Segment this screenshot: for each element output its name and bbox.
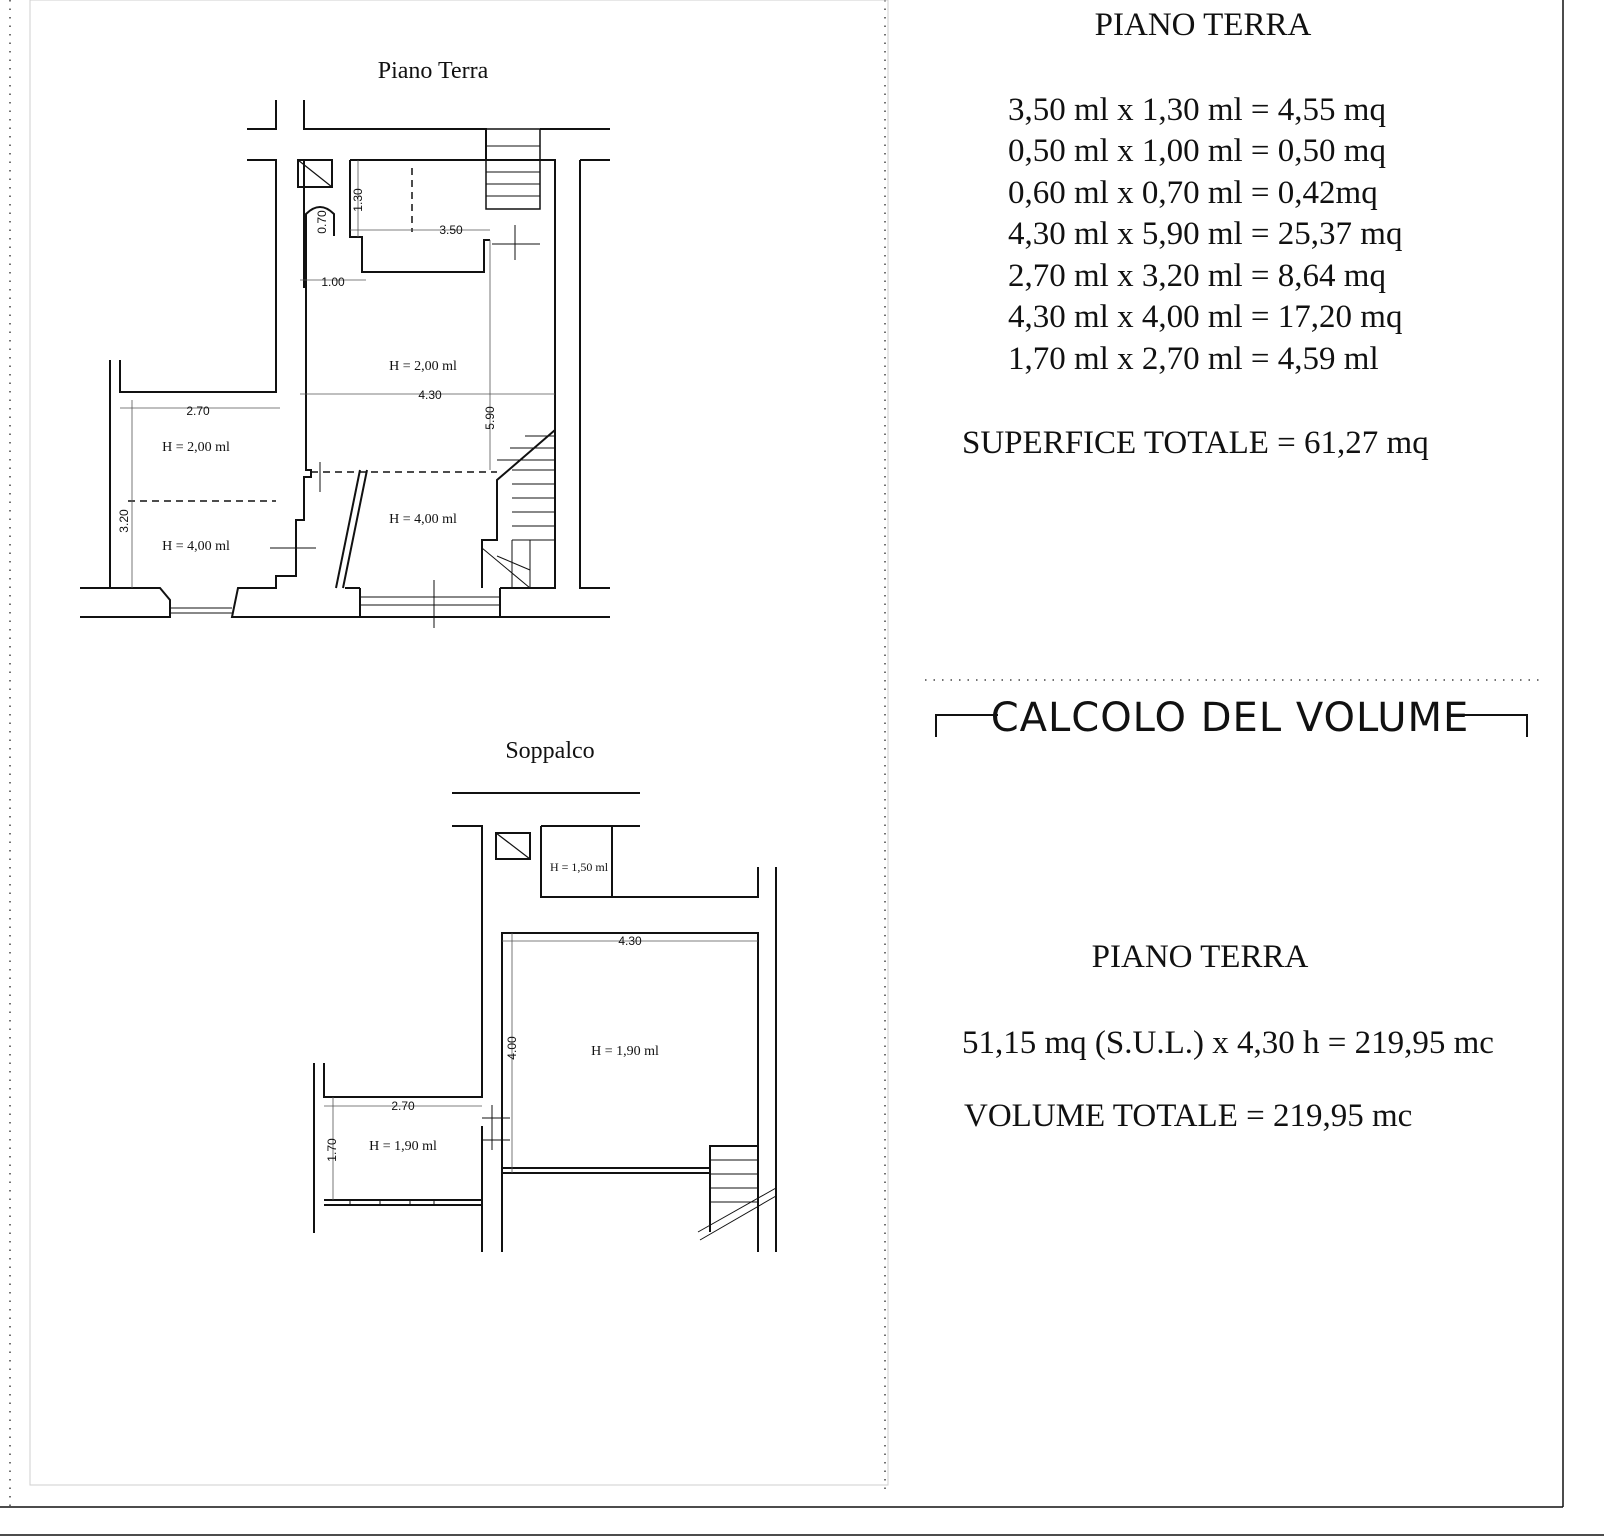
surface-row: 3,50 ml x 1,30 ml = 4,55 mq: [1008, 92, 1386, 128]
room-label: H = 1,50 ml: [550, 860, 609, 874]
room-label: H = 1,90 ml: [369, 1139, 437, 1154]
room-label: H = 2,00 ml: [162, 440, 230, 455]
surface-calculation: [962, 7, 1429, 461]
room-label: H = 4,00 ml: [389, 512, 457, 527]
volume-formula: 51,15 mq (S.U.L.) x 4,30 h = 219,95 mc: [962, 1025, 1494, 1061]
dim-0-70: 0.70: [315, 210, 329, 234]
ground-floor-plan: [80, 58, 610, 628]
section-bracket-left: [936, 715, 998, 737]
dim-3-50: 3.50: [439, 223, 463, 237]
dim-2-70: 2.70: [186, 404, 210, 418]
dim-5-90: 5.90: [483, 406, 497, 430]
surface-total: SUPERFICE TOTALE = 61,27 mq: [962, 425, 1429, 461]
surface-row: 0,50 ml x 1,00 ml = 0,50 mq: [1008, 133, 1386, 169]
dim-4-30: 4.30: [418, 388, 442, 402]
dim-1-70: 1.70: [325, 1138, 339, 1162]
surface-heading: PIANO TERRA: [1094, 7, 1312, 43]
surface-row: 2,70 ml x 3,20 ml = 8,64 mq: [1008, 258, 1386, 294]
ground-walls: [80, 100, 610, 617]
dim-3-20: 3.20: [117, 509, 131, 533]
volume-total: VOLUME TOTALE = 219,95 mc: [964, 1098, 1413, 1134]
volume-calculation: [936, 695, 1527, 1134]
surface-row: 1,70 ml x 2,70 ml = 4,59 ml: [1008, 341, 1379, 377]
dim-2-70: 2.70: [391, 1099, 415, 1113]
surface-row: 0,60 ml x 0,70 ml = 0,42mq: [1008, 175, 1378, 211]
ground-dimension-lines: [120, 160, 555, 588]
volume-section-title: CALCOLO DEL VOLUME: [990, 695, 1470, 741]
room-label: H = 2,00 ml: [389, 359, 457, 374]
room-label: H = 4,00 ml: [162, 539, 230, 554]
dim-4-00: 4.00: [505, 1036, 519, 1060]
room-label: H = 1,90 ml: [591, 1044, 659, 1059]
mezzanine-fixtures: [350, 833, 776, 1240]
dim-1-30: 1.30: [351, 188, 365, 212]
volume-heading: PIANO TERRA: [1091, 939, 1309, 975]
mezzanine-plan: [314, 738, 776, 1252]
mezzanine-walls: [314, 793, 776, 1252]
ground-plan-title: Piano Terra: [377, 58, 489, 84]
dim-4-30: 4.30: [618, 934, 642, 948]
mezzanine-plan-title: Soppalco: [505, 738, 595, 764]
mezzanine-dimension-lines: [324, 933, 758, 1200]
section-bracket-right: [1462, 715, 1527, 737]
surface-row: 4,30 ml x 4,00 ml = 17,20 mq: [1008, 299, 1403, 335]
surface-row: 4,30 ml x 5,90 ml = 25,37 mq: [1008, 216, 1403, 252]
dim-1-00: 1.00: [321, 275, 345, 289]
